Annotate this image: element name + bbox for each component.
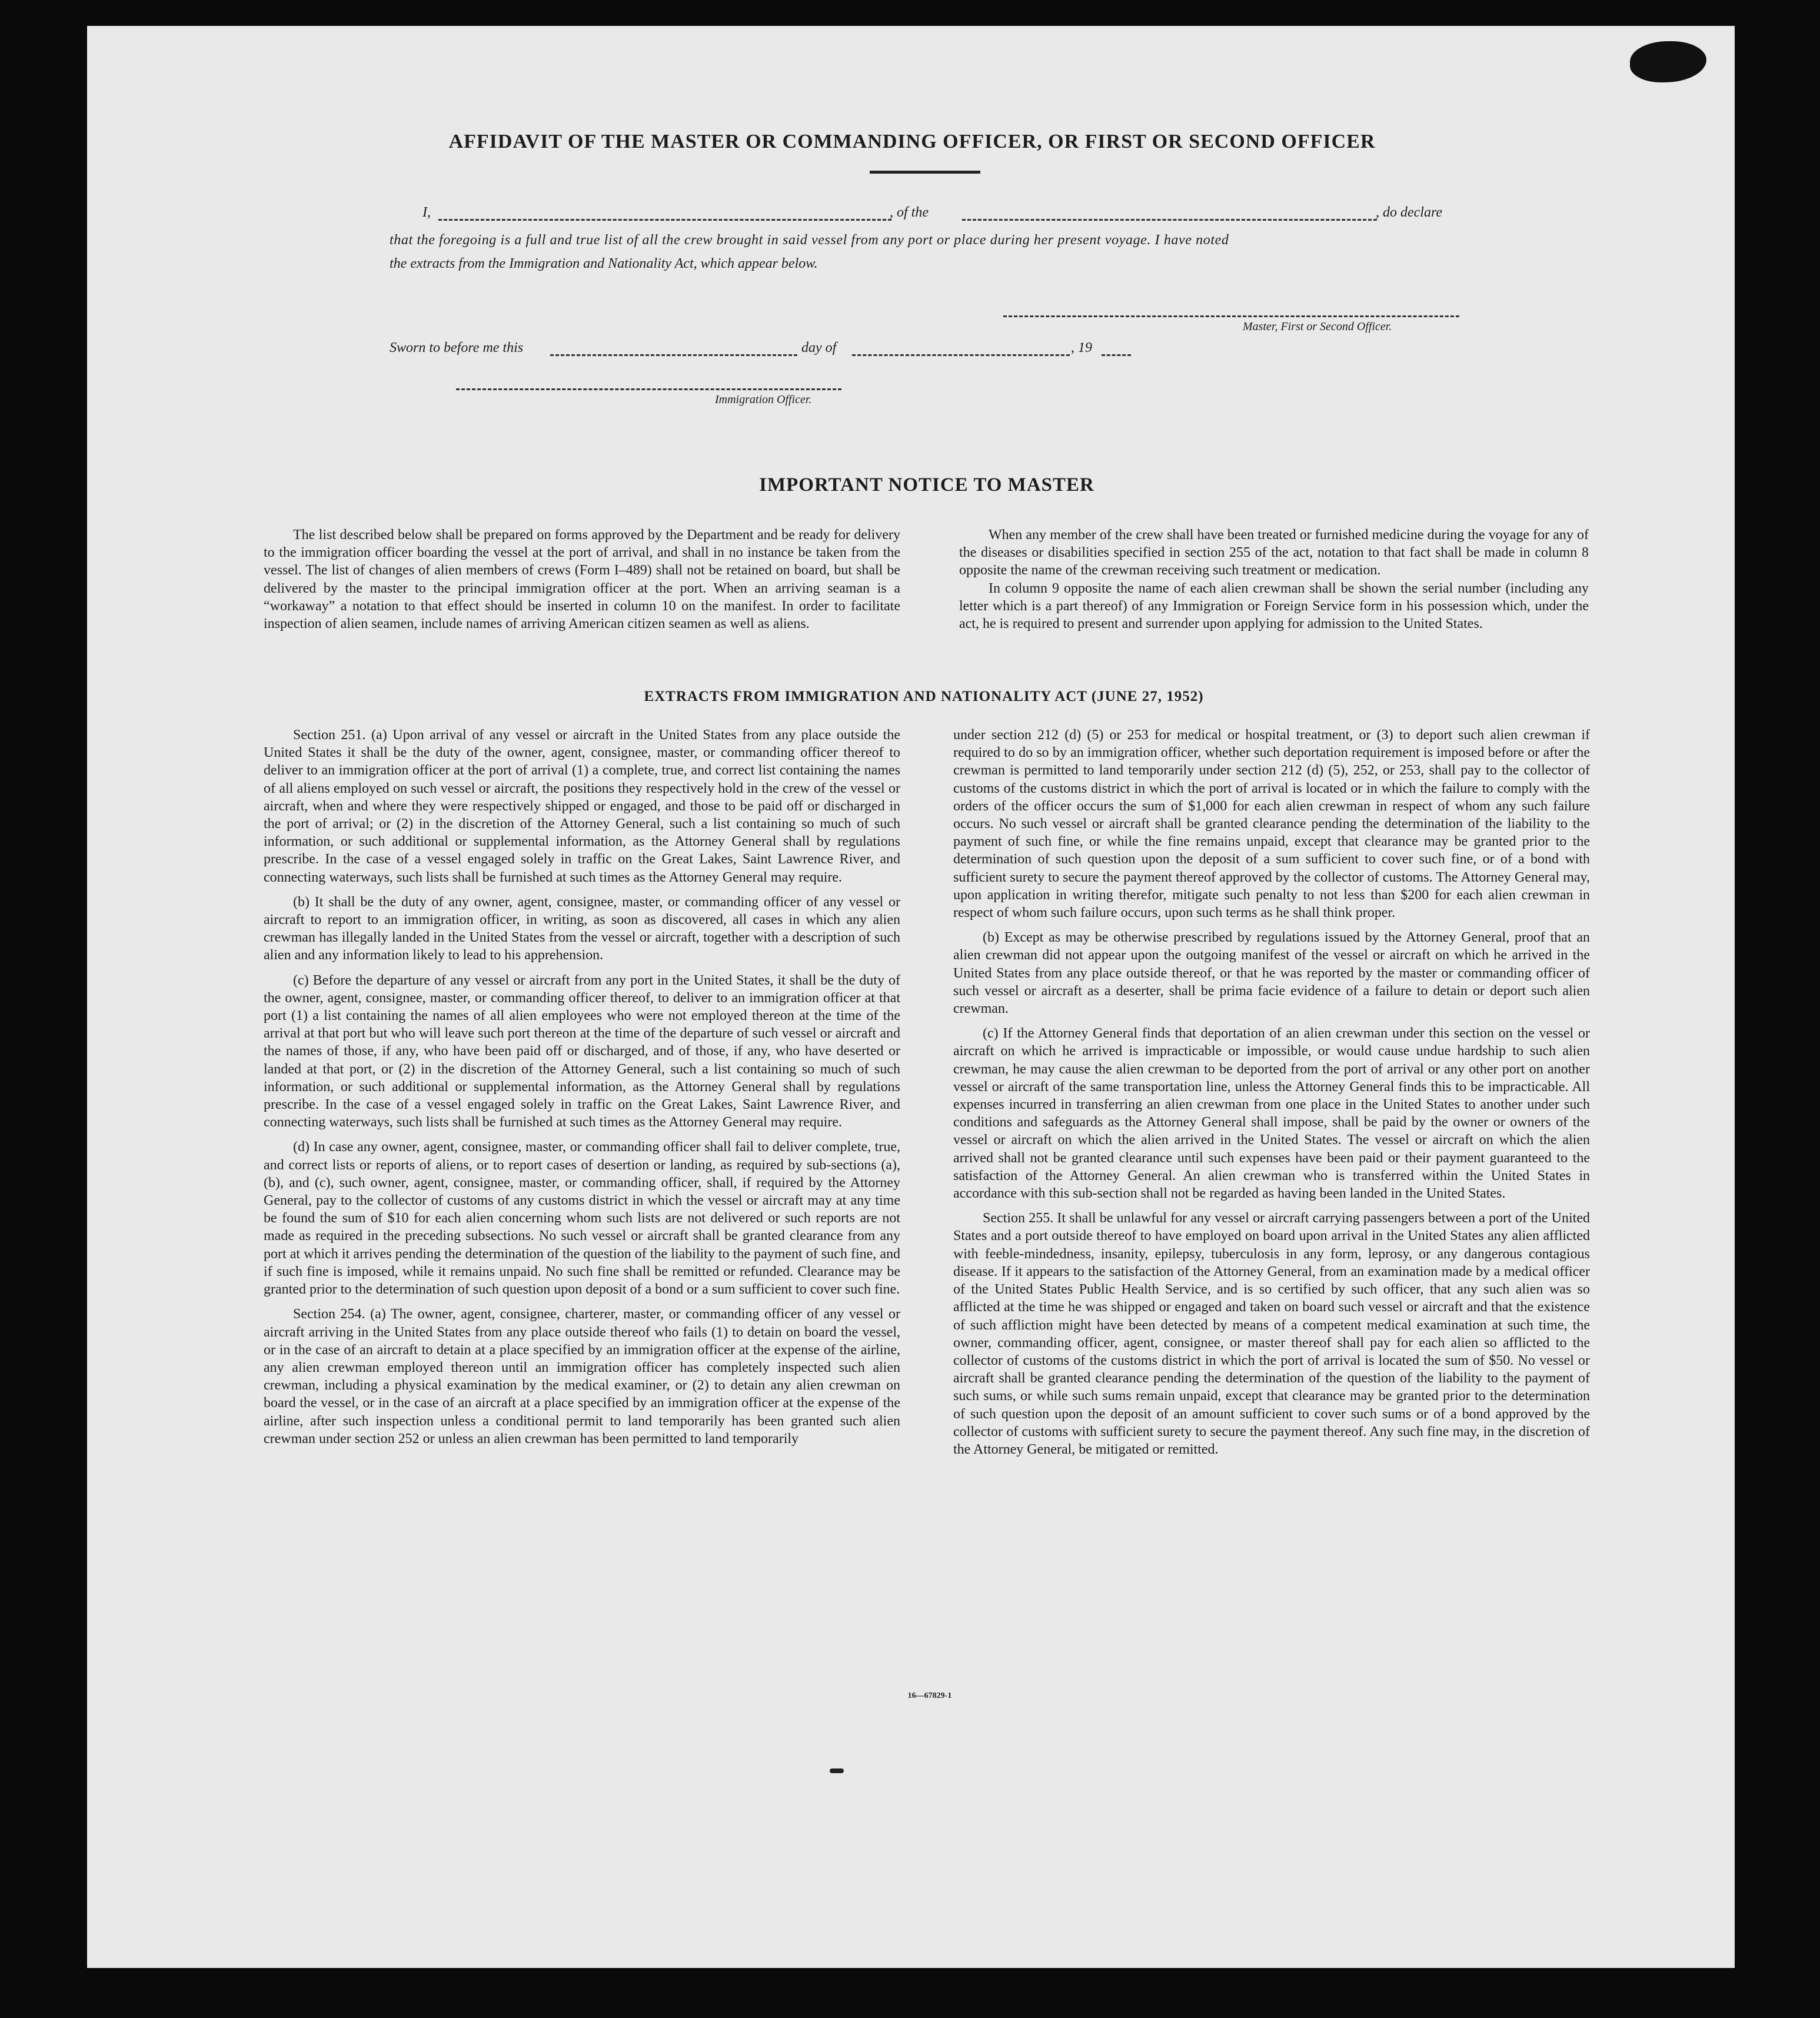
affidavit-title: AFFIDAVIT OF THE MASTER OR COMMANDING OFFICER, OR FIRST OR SECOND OFFICER — [448, 131, 1376, 152]
year-label: , 19 — [1071, 340, 1092, 355]
declarant-name-line[interactable] — [438, 219, 891, 221]
notice-title: IMPORTANT NOTICE TO MASTER — [759, 474, 1094, 496]
notice-left-column — [264, 526, 900, 640]
section-paragraph: under section 212 (d) (5) or 253 for medical or hospital treatment, or (3) to deport such alien crewman if required to do so by an immigration officer, whether such deportation requirement is imposed before or after the crewman is permitted to land temporarily under section 212 (d) (5), 252, or 253, shall pay to the collector of customs of the customs district in which the port of arrival is located or in which the failure to comply with the orders of the officer occurs the sum of $1,000 for each alien crewman in respect of whom any such failure occurs. No such vessel or aircraft shall be granted clearance pending the determination of the liability to the payment of such fine, or while the fine remains unpaid, except that clearance may be granted prior to the determination of such question upon the deposit of a sum sufficient to cover such fine, or of a bond with sufficient surety to secure the payment thereof approved by the collector of customs. The Attorney General may, upon application in writing therefor, mitigate such penalty to not less than $200 for each alien crewman in respect of whom such failure occurs, upon such terms as he shall think proper. — [953, 727, 1590, 921]
vessel-name-line[interactable] — [962, 219, 1377, 221]
section-paragraph: (c) Before the departure of any vessel or aircraft from any port in the United States, it shall be the duty of the owner, agent, consignee, master, or commanding officer thereof, to deliver to an immigration officer at that port (1) a list containing the names of all alien employees who were not employed thereon at the time of the arrival at that port but who will leave such port thereon at the time of the departure of such vessel or aircraft and the names of those, if any, who have been paid off or discharged, and of those, if any, who have deserted or landed at that port, or (2) in the discretion of the Attorney General, such a list containing so much of such information, or such additional or supplemental information, as the Attorney General shall by regulations prescribe. In the case of a vessel engaged solely in traffic on the Great Lakes, Saint Lawrence River, and connecting waterways, such lists shall be furnished at such times as the Attorney General may require. — [264, 972, 900, 1131]
title-underline — [870, 171, 980, 174]
sworn-label: Sworn to before me this — [390, 340, 524, 355]
section-paragraph: Section 254. (a) The owner, agent, consignee, charterer, master, or commanding officer of any vessel or aircraft arriving in the United States from any place outside thereof who fails (1) to detain on board the vessel, or in the case of an aircraft to detain at a place specified by an immigration officer at the expense of the airline, any alien crewman employed thereon until an immigration officer has completely inspected such alien crewman, including a physical examination by the medical examiner, or (2) to detain any alien crewman on board the vessel, or in the case of an aircraft at a place specified by an immigration officer at the expense of the airline, after such inspection unless a conditional permit to land temporarily has been granted such alien crewman under section 252 or unless an alien crewman has been permitted to land temporarily — [264, 1306, 900, 1447]
section-paragraph: (d) In case any owner, agent, consignee, master, or commanding officer shall fail to deliver complete, true, and correct lists or reports of aliens, or to report cases of desertion or landing, as required by sub-sections (a), (b), and (c), such owner, agent, consignee, master, or commanding officer, shall, if required by the Attorney General, pay to the collector of customs of any customs district in which the vessel or aircraft may at any time be found the sum of $10 for each alien concerning whom such lists are not delivered or such reports are not made as required in the preceding subsections. No such vessel or aircraft shall be granted clearance from any port at which it arrives pending the determination of the question of the liability to the payment of such fine, and if such fine is imposed, while it remains unpaid. No such fine shall be remitted or refunded. Clearance may be granted prior to the determination of such question upon deposit of a bond or a sum sufficient to cover such fine. — [264, 1139, 900, 1298]
officer-signature-line[interactable] — [456, 388, 841, 390]
section-paragraph: Section 251. (a) Upon arrival of any vessel or aircraft in the United States from any place outside the United States it shall be the duty of the owner, agent, consignee, master, or commanding officer thereof to deliver to an immigration officer at the port of arrival (1) a complete, true, and correct list containing the names of all aliens employed on such vessel or aircraft, the positions they respectively hold in the crew of the vessel or aircraft, when and where they were respectively shipped or engaged, and those to be paid off or discharged in the port of arrival; or (2) in the discretion of the Attorney General, such a list containing so much of such information, or such additional or supplemental information, as the Attorney General shall by regulations prescribe. In the case of a vessel engaged solely in traffic on the Great Lakes, Saint Lawrence River, and connecting waterways, such lists shall be furnished at such times as the Attorney General may require. — [264, 727, 900, 885]
section-paragraph: (b) It shall be the duty of any owner, agent, consignee, master, or commanding officer of any vessel or aircraft to report to an immigration officer, in writing, as soon as discovered, all cases in which any alien crewman has illegally landed in the United States from the vessel or aircraft, together with a description of such alien and any information likely to lead to his apprehension. — [264, 894, 900, 963]
declaration-text-line: the extracts from the Immigration and Nationality Act, which appear below. — [390, 256, 818, 271]
sworn-day-line[interactable] — [550, 354, 797, 356]
form-code: 16—67829-1 — [907, 1691, 952, 1700]
section-paragraph: (b) Except as may be otherwise prescribed by regulations issued by the Attorney General, proof that an alien crewman did not appear upon the outgoing manifest of the vessel or aircraft on which he arrived in the United States from any place outside thereof, or that he was reported by the master or commanding officer of such vessel or aircraft as a deserter, shall be prima facie evidence of a failure to detain or deport such alien crewman. — [953, 930, 1590, 1017]
notice-paragraph: The list described below shall be prepared on forms approved by the Department and be ready for delivery to the immigration officer boarding the vessel at the port of arrival, and shall in no instance be taken from the vessel. The list of changes of alien members of crews (Form I–489) shall not be retained on board, but shall be delivered by the master to the principal immigration officer at the port. When an arriving seaman is a “workaway” a notation to that effect should be inserted in column 10 on the manifest. In order to facilitate inspection of alien seamen, include names of arriving American citizen seamen as well as aliens. — [264, 527, 900, 632]
extracts-title: EXTRACTS FROM IMMIGRATION AND NATIONALITY ACT (JUNE 27, 1952) — [644, 689, 1204, 704]
section-paragraph: (c) If the Attorney General finds that deportation of an alien crewman under this section on the vessel or aircraft on which he arrived is impracticable or impossible, or would cause undue hardship to such alien crewman, he may cause the alien crewman to be deported from the port of arrival or any other port on another vessel or aircraft of the same transportation line, unless the Attorney General finds this to be impracticable. All expenses incurred in transferring an alien crewman from one place in the United States to another under such conditions and safeguards as the Attorney General shall impose, shall be paid by the owner or owners of the vessel or aircraft on which the alien arrived in the United States. The vessel or aircraft on which the alien arrived shall not be granted clearance until such expenses have been paid or their payment guaranteed to the satisfaction of the Attorney General. An alien crewman who is transferred within the United States in accordance with this sub-section shall not be regarded as having been landed in the United States. — [953, 1026, 1590, 1202]
master-signature-line[interactable] — [1003, 315, 1459, 317]
notice-right-column — [959, 526, 1589, 640]
officer-signature-caption: Immigration Officer. — [715, 393, 812, 406]
notice-paragraph: In column 9 opposite the name of each alien crewman shall be shown the serial number (including any letter which is a part thereof) of any Immigration or Foreign Service form in his possession which, under the act, he is required to present and surrender upon applying for admission to the United States. — [959, 580, 1589, 632]
notice-paragraph: When any member of the crew shall have been treated or furnished medicine during the voyage for any of the diseases or disabilities specified in section 255 of the act, notation to that fact shall be made in column 8 opposite the name of the crewman receiving such treatment or medication. — [959, 527, 1589, 579]
day-of-label: day of — [801, 340, 837, 355]
section-paragraph: Section 255. It shall be unlawful for any vessel or aircraft carrying passengers between a port of the United States and a port outside thereof to have employed on board upon arrival in the United States any alien afflicted with feeble-mindedness, insanity, epilepsy, tuberculosis in any form, leprosy, or any dangerous contagious disease. If it appears to the satisfaction of the Attorney General, from an examination made by a medical officer of the United States Public Health Service, and is so certified by such officer, that any such alien was so afflicted at the time he was shipped or engaged and taken on board such vessel or aircraft and that the existence of such affliction might have been detected by means of a competent medical examination at such time, the owner, commanding officer, agent, consignee, or master thereof shall pay for each alien so afflicted to the collector of customs of the customs district in which the port of arrival is located the sum of $50. No vessel or aircraft shall be granted clearance pending the determination of the question of the liability to the payment of such sums, or while such sums remain unpaid, except that clearance may be granted prior to the determination of such question upon the deposit of an amount sufficient to cover such sums or of a bond approved by the collector of customs with sufficient surety to secure the payment thereof. Any such fine may, in the discretion of the Attorney General, be mitigated or remitted. — [953, 1211, 1590, 1457]
of-the-label: , of the — [890, 205, 929, 220]
declaration-text-line: that the foregoing is a full and true list of all the crew brought in said vessel from any port or place during her present voyage. I have noted — [390, 232, 1229, 248]
ink-speck-mark — [830, 1768, 844, 1773]
master-signature-caption: Master, First or Second Officer. — [1243, 320, 1392, 333]
extracts-left-column — [264, 726, 900, 1455]
do-declare-label: , do declare — [1376, 205, 1443, 220]
declarant-label: I, — [422, 205, 431, 220]
extracts-right-column — [953, 726, 1590, 1465]
sworn-year-line[interactable] — [1102, 354, 1131, 356]
sworn-month-line[interactable] — [852, 354, 1070, 356]
